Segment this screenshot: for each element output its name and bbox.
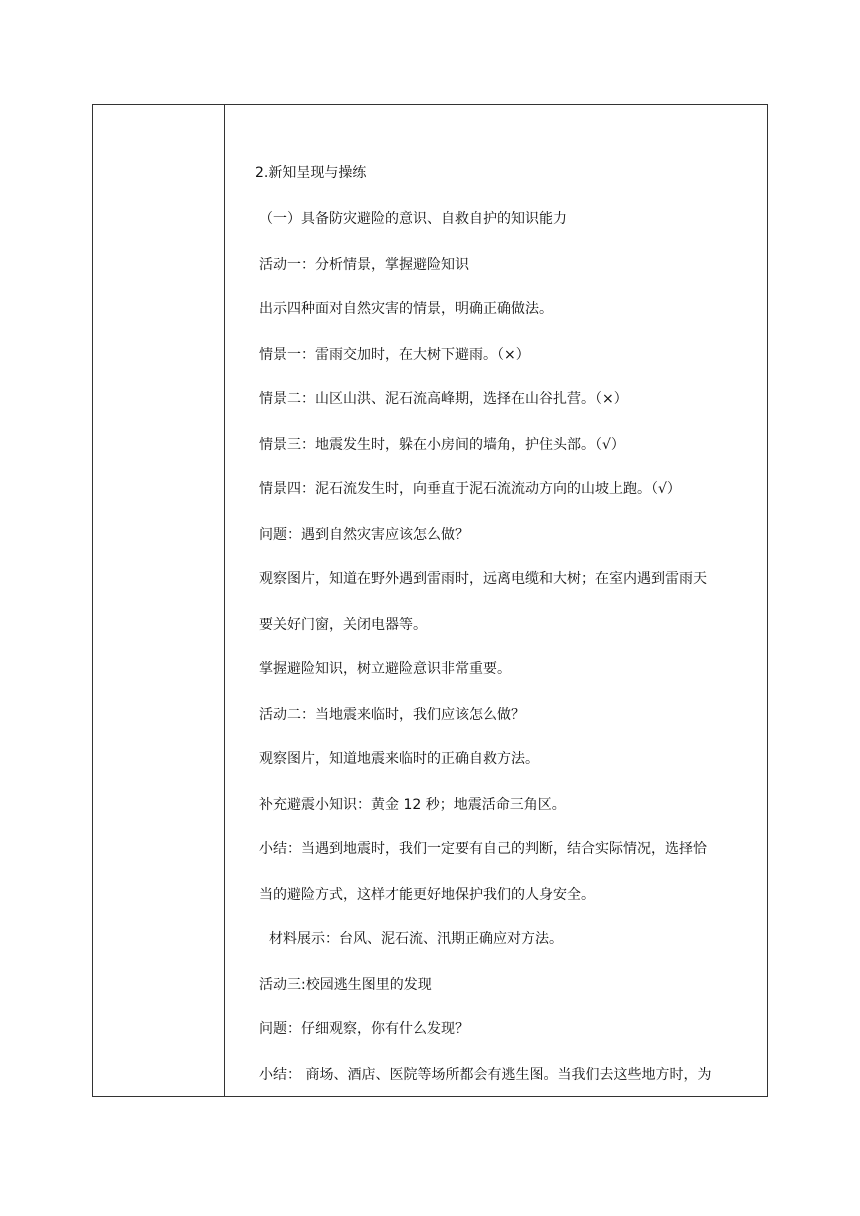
material-line: 材料展示：台风、泥石流、汛期正确应对方法。: [269, 931, 563, 947]
scenario-three: 情景三：地震发生时，躲在小房间的墙角，护住头部。（√）: [259, 437, 625, 453]
table-column-divider: [224, 104, 225, 1097]
paragraph-line: 观察图片，知道地震来临时的正确自救方法。: [259, 751, 539, 767]
paragraph-line: 掌握避险知识，树立避险意识非常重要。: [259, 661, 511, 677]
paragraph-line: 要关好门窗，关闭电器等。: [259, 617, 427, 633]
section-heading: 2.新知呈现与操练: [255, 165, 367, 181]
activity-one-title: 活动一：分析情景，掌握避险知识: [259, 257, 469, 273]
paragraph-line: 出示四种面对自然灾害的情景，明确正确做法。: [259, 301, 553, 317]
activity-two-title: 活动二：当地震来临时，我们应该怎么做？: [259, 707, 525, 723]
summary-line: 小结：当遇到地震时，我们一定要有自己的判断，结合实际情况，选择恰: [259, 841, 707, 857]
activity-three-title: 活动三:校园逃生图里的发现: [259, 977, 432, 993]
question-line: 问题：仔细观察，你有什么发现？: [259, 1021, 469, 1037]
paragraph-line: 当的避险方式，这样才能更好地保护我们的人身安全。: [259, 887, 595, 903]
paragraph-line: 观察图片，知道在野外遇到雷雨时，远离电缆和大树；在室内遇到雷雨天: [259, 571, 707, 587]
question-line: 问题：遇到自然灾害应该怎么做？: [259, 527, 469, 543]
scenario-one: 情景一：雷雨交加时，在大树下避雨。（×）: [259, 347, 530, 363]
subsection-heading: （一）具备防灾避险的意识、自救自护的知识能力: [259, 211, 567, 227]
scenario-four: 情景四：泥石流发生时，向垂直于泥石流流动方向的山坡上跑。（√）: [259, 481, 681, 497]
paragraph-line: 补充避震小知识：黄金 12 秒；地震活命三角区。: [259, 797, 566, 813]
summary-line: 小结： 商场、酒店、医院等场所都会有逃生图。当我们去这些地方时，为: [259, 1067, 712, 1083]
scenario-two: 情景二：山区山洪、泥石流高峰期，选择在山谷扎营。（×）: [259, 391, 628, 407]
